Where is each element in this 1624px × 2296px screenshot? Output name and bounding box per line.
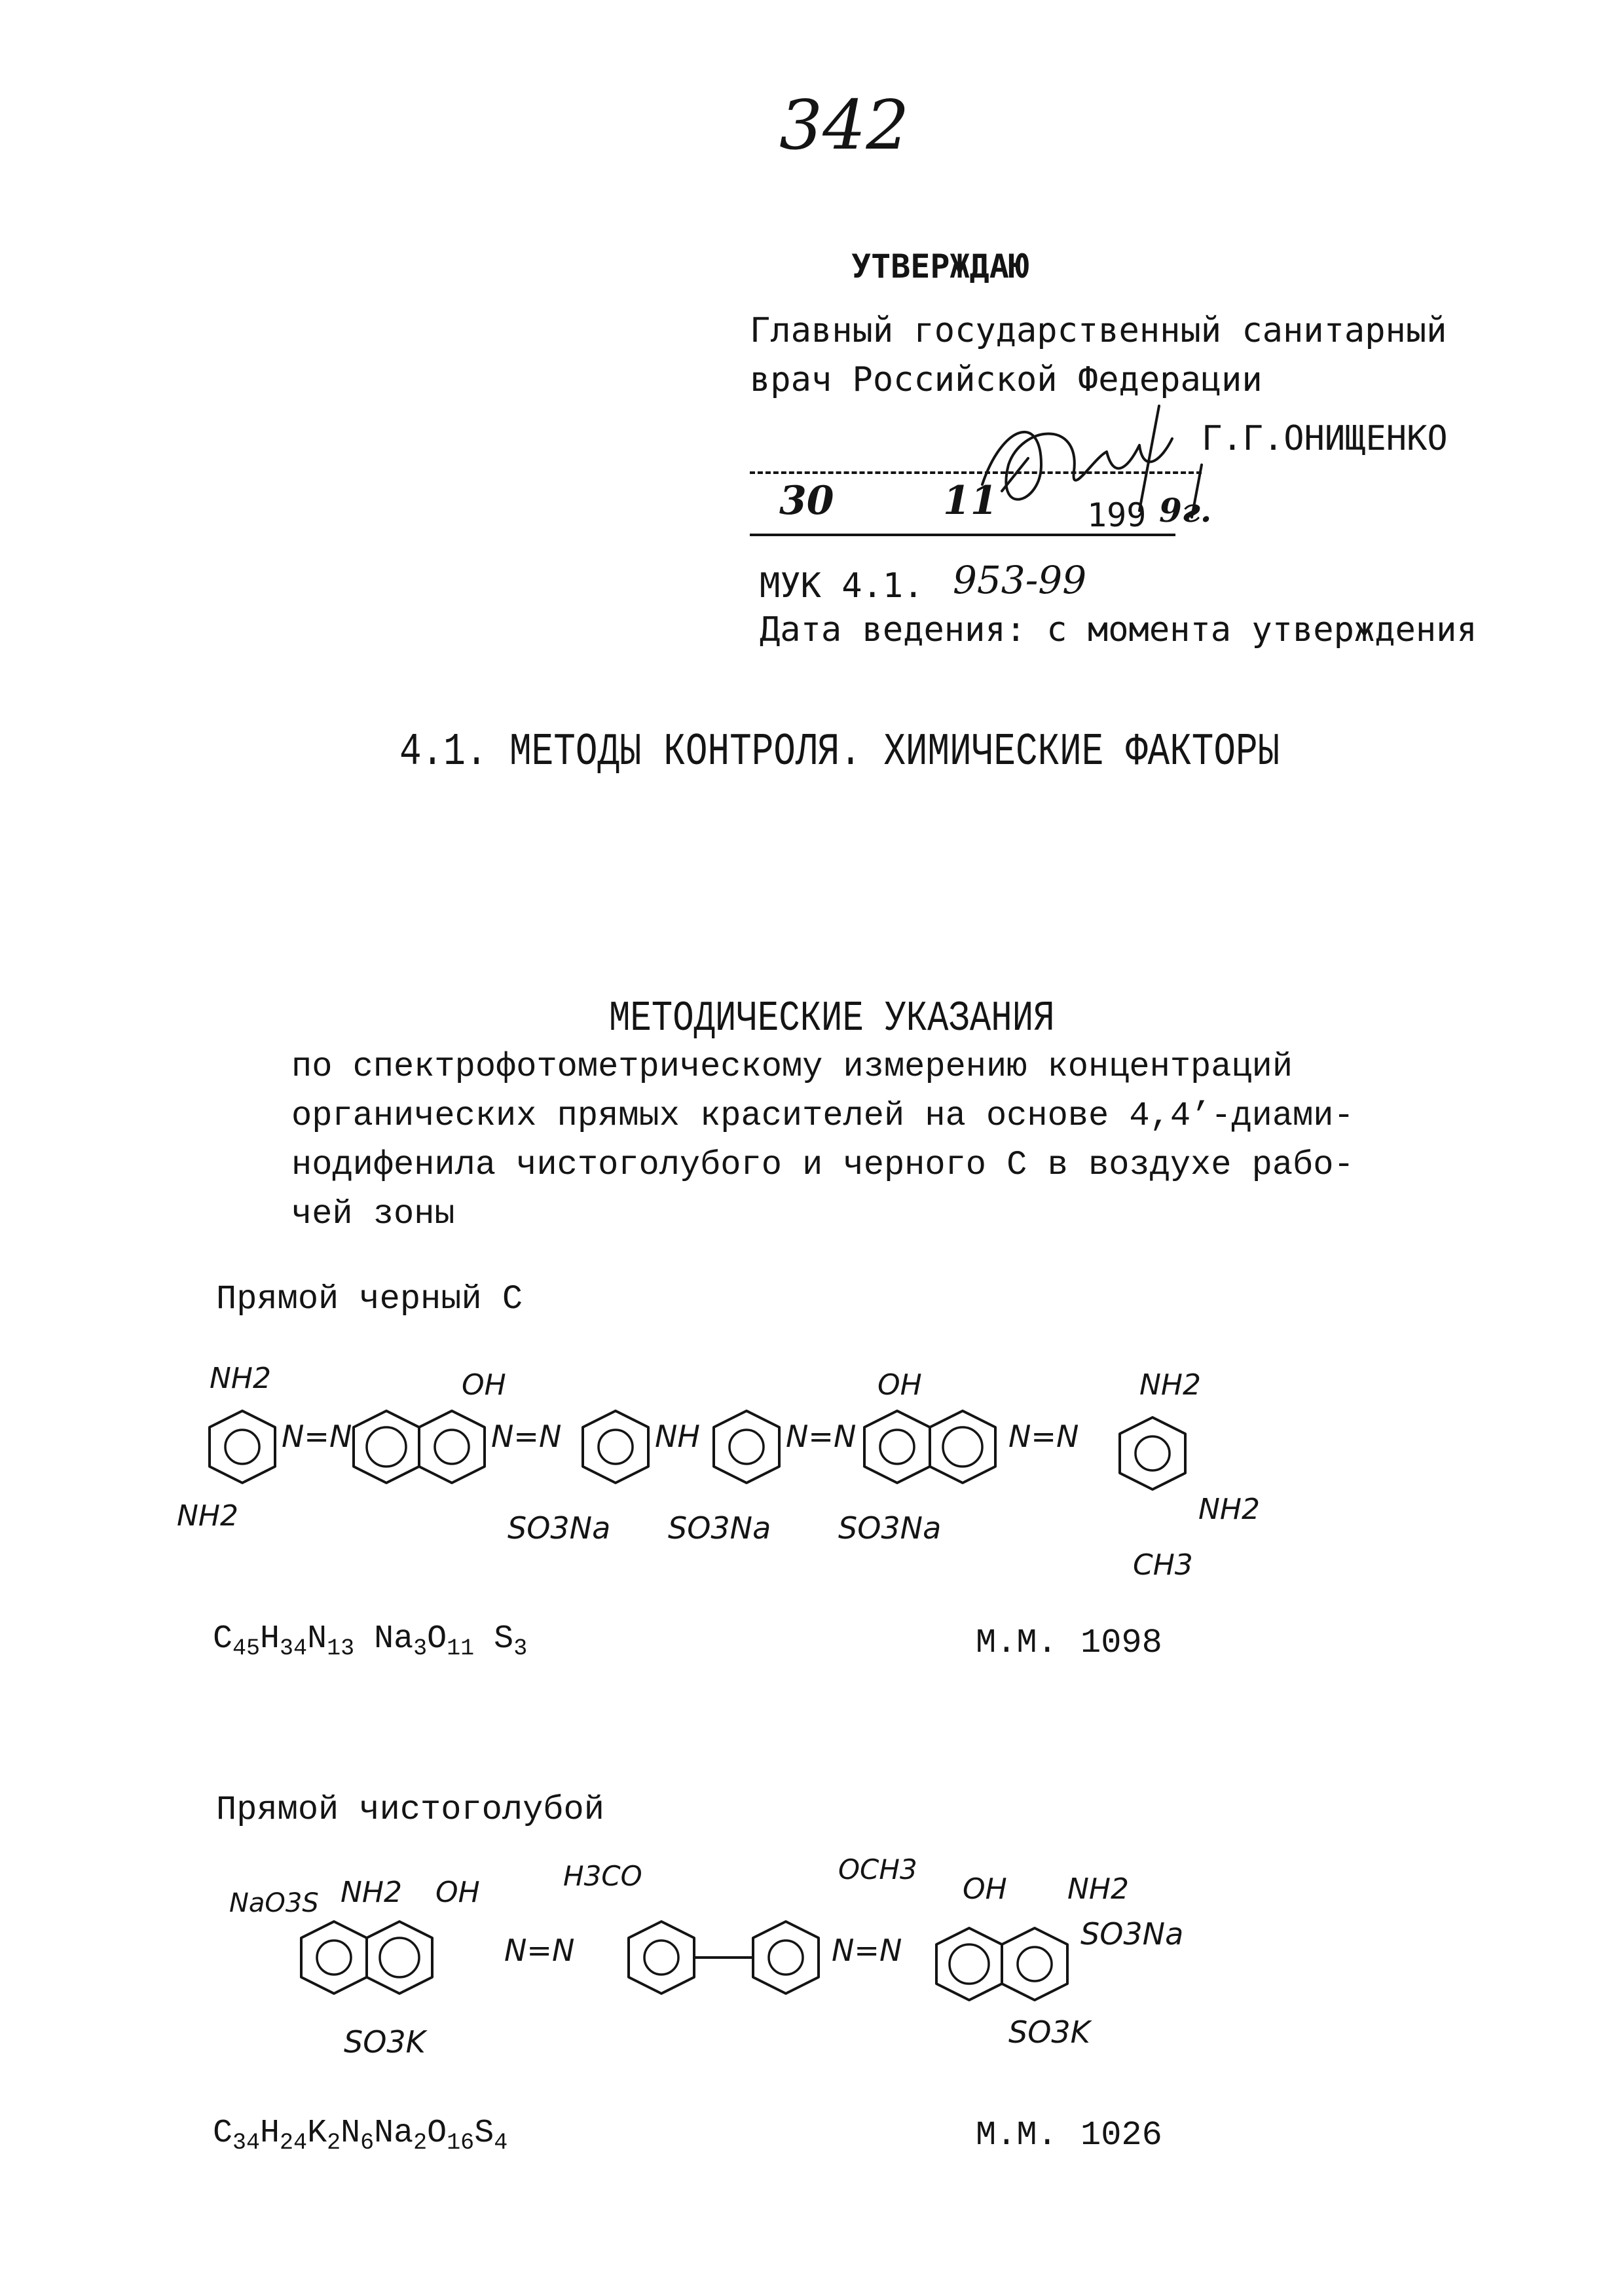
dye1-so3na-3: SO3Na <box>838 1510 942 1546</box>
dye2-so3k-b: SO3K <box>1008 2014 1090 2050</box>
muk-number: 953-99 <box>953 558 1087 602</box>
dye1-azo-4: N=N <box>1008 1419 1079 1454</box>
guidelines-line-1: по спектрофотометрическому измерению концентраций <box>291 1048 1293 1086</box>
dye2-molar-mass-label: М.М. <box>976 2116 1058 2155</box>
dye1-nh2-b: NH2 <box>177 1499 238 1533</box>
effective-date: Дата ведения: с момента утверждения <box>760 610 1477 649</box>
dye1-azo-2: N=N <box>491 1419 562 1454</box>
dye1-nh2-c: NH2 <box>1139 1368 1201 1402</box>
approval-date-year-suffix: 9г. <box>1159 491 1212 530</box>
approval-date-year: 199 <box>1087 496 1147 534</box>
approver-name: Г.Г.ОНИЩЕНКО <box>1202 419 1448 458</box>
dye1-name: Прямой черный С <box>216 1280 523 1319</box>
dye1-nh2-a: NH2 <box>210 1362 271 1395</box>
dye1-azo-3: N=N <box>786 1419 857 1454</box>
date-underline <box>750 534 1175 536</box>
dye1-azo-1: N=N <box>282 1419 352 1454</box>
approval-date-day: 30 <box>779 478 834 524</box>
dye1-so3na-1: SO3Na <box>507 1510 611 1546</box>
dye1-so3na-2: SO3Na <box>668 1510 771 1546</box>
guidelines-line-2: органических прямых красителей на основе 4,4’-диами- <box>291 1097 1354 1135</box>
dye2-nh2-b: NH2 <box>1067 1872 1129 1906</box>
guidelines-title: МЕТОДИЧЕСКИЕ УКАЗАНИЯ <box>609 995 1055 1044</box>
dye2-so3k-a: SO3K <box>344 2024 426 2060</box>
dye2-oh-2: OH <box>963 1872 1007 1906</box>
dye1-nh: NH <box>655 1419 700 1454</box>
dye2-h3co: H3CO <box>563 1860 642 1892</box>
dye2-structure <box>216 1853 1342 2075</box>
dye2-naos: NaO3S <box>229 1888 319 1918</box>
dye2-oh-1: OH <box>435 1876 480 1909</box>
dye1-oh-2: OH <box>877 1368 922 1402</box>
dye2-och3: OCH3 <box>838 1853 917 1886</box>
page-number: 342 <box>779 85 910 165</box>
dye2-nh2-a: NH2 <box>341 1876 402 1909</box>
dye1-formula: $C_{45}H_{34}N_{13}$ $Na_3O_{11}$ $S_3$ <box>213 1620 528 1662</box>
approval-date-month: 11 <box>943 478 998 524</box>
guidelines-line-4: чей зоны <box>291 1195 455 1233</box>
dye1-nh2-d: NH2 <box>1198 1493 1260 1526</box>
muk-prefix: МУК 4.1. <box>760 566 924 606</box>
approval-line-2: врач Российской Федерации <box>750 360 1263 399</box>
dye2-so3na: SO3Na <box>1080 1916 1184 1952</box>
dye2-name: Прямой чистоголубой <box>216 1791 604 1829</box>
guidelines-line-3: нодифенила чистоголубого и черного С в воздухе рабо- <box>291 1146 1354 1184</box>
dye1-molar-mass-value: 1098 <box>1080 1624 1162 1662</box>
dye2-molar-mass-value: 1026 <box>1080 2116 1162 2155</box>
approval-line-1: Главный государственный санитарный <box>750 311 1447 350</box>
dye2-azo-1: N=N <box>504 1933 575 1968</box>
dye2-formula: $C_{34}H_{24}K_2N_6Na_2O_{16}S_4$ <box>213 2115 508 2156</box>
dye1-oh-1: OH <box>462 1368 506 1402</box>
dye2-azo-2: N=N <box>832 1933 902 1968</box>
dye1-structure <box>157 1362 1428 1597</box>
approval-heading: УТВЕРЖДАЮ <box>851 247 1029 285</box>
section-title: 4.1. МЕТОДЫ КОНТРОЛЯ. ХИМИЧЕСКИЕ ФАКТОРЫ <box>399 725 1280 778</box>
dye1-ch3: CH3 <box>1133 1548 1193 1582</box>
dye1-molar-mass-label: М.М. <box>976 1624 1058 1662</box>
